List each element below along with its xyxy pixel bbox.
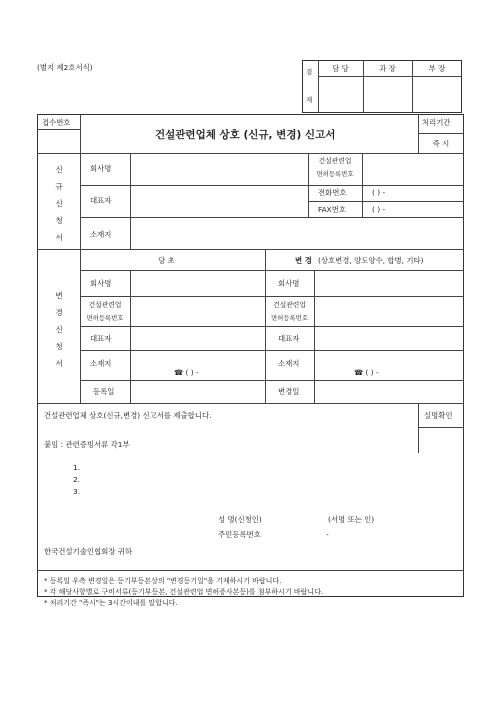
form-reference: (별지 제2호서식) [37,63,93,72]
change-section-side: 변 경 신 청 서 [55,291,63,368]
after-phone-mark: ☎ ( ) - [354,368,379,377]
new-fax-label: FAX번호 [318,205,346,214]
approval-col-staff: 담 당 [332,64,349,73]
before-license-label-2: 면허등록번호 [86,314,124,322]
before-address-label: 소재지 [90,359,112,368]
change-before-header: 당 초 [158,256,175,265]
new-company-name-label: 회사명 [90,164,112,173]
approval-label-1: 결 [306,68,313,76]
resident-number-label: 주민등록번호 [218,530,261,539]
before-phone-mark: ☎ ( ) - [174,368,199,377]
new-address-label: 소재지 [90,230,112,239]
identity-check-label: 실명확인 [424,411,453,420]
form-title: 건설관련업체 상호 (신규, 변경) 신고서 [155,129,336,141]
approval-col-director: 부 장 [428,64,446,73]
before-license-label-1: 건설관련업 [88,301,122,309]
note-1: * 등록일 우측 변경일은 등기부등본상의 "변경등기일"을 기재하시기 바랍니다. [44,577,282,585]
attachment-item-2: 2. [73,475,81,484]
applicant-name-label: 성 명(신청인) [218,515,262,524]
attachment-item-3: 3. [73,487,81,496]
processing-period-value: 즉 시 [432,139,450,148]
registration-date-label: 등록일 [93,387,115,396]
after-license-label-1: 건설관련업 [273,301,306,309]
new-section-side: 신 규 신 청 서 [55,165,63,242]
note-2: * 각 해당사항별로 구비서류(등기부등본, 건설관련업 면허증사본등)를 첨부하시기 바랍니다. [44,588,324,596]
approval-label-2: 재 [306,96,313,104]
after-company-name-label: 회사명 [278,279,300,288]
attachment-item-1: 1. [73,463,81,472]
attachment-label: 붙임 : 관련증빙서류 각1부 [44,440,130,449]
processing-period-label: 처리기간 [422,118,451,127]
new-license-label-1: 건설관련업 [318,157,352,165]
change-date-label: 변경일 [278,387,300,396]
change-after-note: (상호변경, 양도양수, 합병, 기타) [318,256,424,265]
before-company-name-label: 회사명 [90,279,112,288]
signature-label: (서명 또는 인) [328,515,375,524]
after-address-label: 소재지 [278,359,300,368]
addressee: 한국건설기술인협회장 귀하 [44,547,133,556]
form-frame [37,114,464,597]
approval-col-manager: 과 장 [379,64,396,73]
new-license-label-2: 면허등록번호 [316,170,354,178]
before-representative-label: 대표자 [90,334,112,343]
note-3: * 처리기간 "즉시"는 3시간이내를 말합니다. [44,599,178,607]
change-after-header: 변 경 [295,256,312,265]
new-representative-label: 대표자 [90,196,112,205]
after-license-label-2: 면허등록번호 [270,314,309,322]
resident-number-dash: - [326,530,329,539]
new-phone-label: 전화번호 [318,188,347,197]
after-representative-label: 대표자 [278,334,300,343]
new-fax-value: ( ) - [372,205,386,214]
declaration-statement: 건설관련업체 상호(신규,변경) 신고서를 제출합니다. [44,411,212,420]
receipt-number-label: 접수번호 [42,118,71,127]
new-phone-value: ( ) - [372,188,386,197]
